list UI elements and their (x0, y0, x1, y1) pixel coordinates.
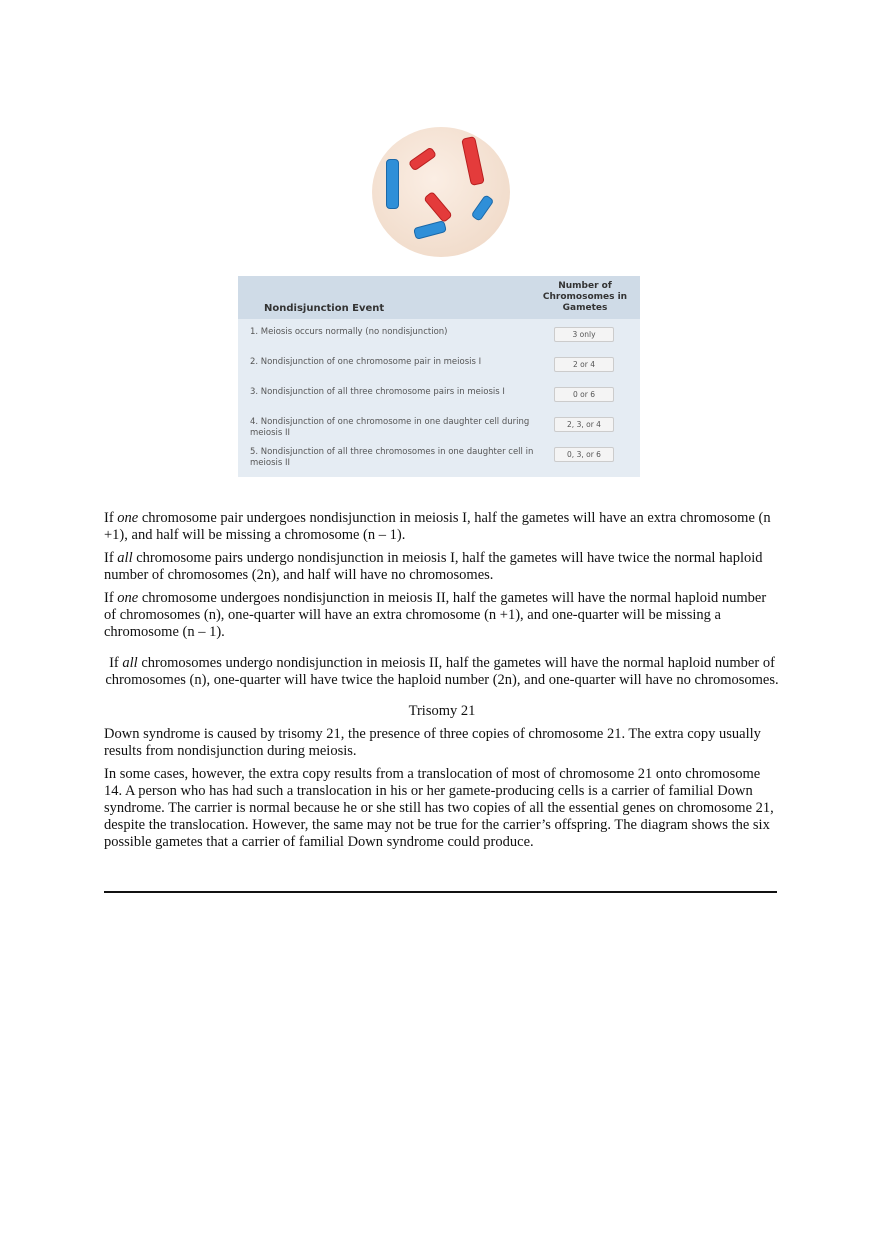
horizontal-rule (104, 891, 777, 893)
table-row-count: 0 or 6 (554, 387, 614, 402)
header-count: Number of Chromosomes in Gametes (542, 281, 628, 313)
table-row-count: 2, 3, or 4 (554, 417, 614, 432)
section-heading: Trisomy 21 (408, 703, 476, 719)
paragraph: If all chromosomes undergo nondisjunction in meiosis II, half the gametes will have the normal haploid number of chromosomes (n), one-quarter will have twice the haploid number (2n), and one-quarter will have no chromosomes. (105, 655, 779, 688)
table-row-count: 2 or 4 (554, 357, 614, 372)
table-row-count: 0, 3, or 6 (554, 447, 614, 462)
table-row-event: 1. Meiosis occurs normally (no nondisjunction) (250, 327, 448, 337)
table-row (238, 379, 640, 409)
paragraph: If one chromosome pair undergoes nondisjunction in meiosis I, half the gametes will have an extra chromosome (n +1), and half will be missing a chromosome (n – 1). (104, 510, 771, 543)
paragraph: In some cases, however, the extra copy results from a translocation of most of chromosome 21 onto chromosome 14. A person who has had such a translocation in his or her gamete-producing cells is a carrier of familial Down syndrome. The carrier is normal because he or she still has two copies of all the essential genes on chromosome 21, despite the translocation. However, the same may not be true for the carrier’s offspring. The diagram shows the six possible gametes that a carrier of familial Down syndrome could produce. (104, 766, 774, 850)
blue-chromosome (413, 220, 447, 240)
red-chromosome (461, 136, 485, 186)
cell-chromosome-illustration (372, 127, 510, 257)
table-row (238, 319, 640, 349)
table-row (238, 349, 640, 379)
red-chromosome (408, 146, 437, 171)
red-chromosome (423, 191, 453, 223)
table-row-event: 5. Nondisjunction of all three chromosomes in one daughter cell in meiosis II (250, 447, 534, 468)
table-row-event: 3. Nondisjunction of all three chromosome pairs in meiosis I (250, 387, 505, 397)
nondisjunction-table (238, 276, 640, 477)
blue-chromosome (471, 194, 495, 222)
paragraph: If all chromosome pairs undergo nondisjunction in meiosis I, half the gametes will have twice the normal haploid number of chromosomes (2n), and half will have no chromosomes. (104, 550, 763, 583)
table-row (238, 409, 640, 439)
table-header (238, 276, 640, 319)
paragraph: Down syndrome is caused by trisomy 21, the presence of three copies of chromosome 21. The extra copy usually results from nondisjunction during meiosis. (104, 726, 761, 759)
paragraph: If one chromosome undergoes nondisjunction in meiosis II, half the gametes will have the normal haploid number of chromosomes (n), one-quarter will have an extra chromosome (n +1), and one-quarter will be missing a chromosome (n – 1). (104, 590, 767, 640)
blue-chromosome (386, 159, 399, 209)
table-row (238, 439, 640, 469)
table-row-count: 3 only (554, 327, 614, 342)
table-row-event: 4. Nondisjunction of one chromosome in one daughter cell during meiosis II (250, 417, 530, 438)
header-event: Nondisjunction Event (264, 303, 385, 314)
body-text (104, 510, 780, 893)
table-row-event: 2. Nondisjunction of one chromosome pair in meiosis I (250, 357, 482, 367)
